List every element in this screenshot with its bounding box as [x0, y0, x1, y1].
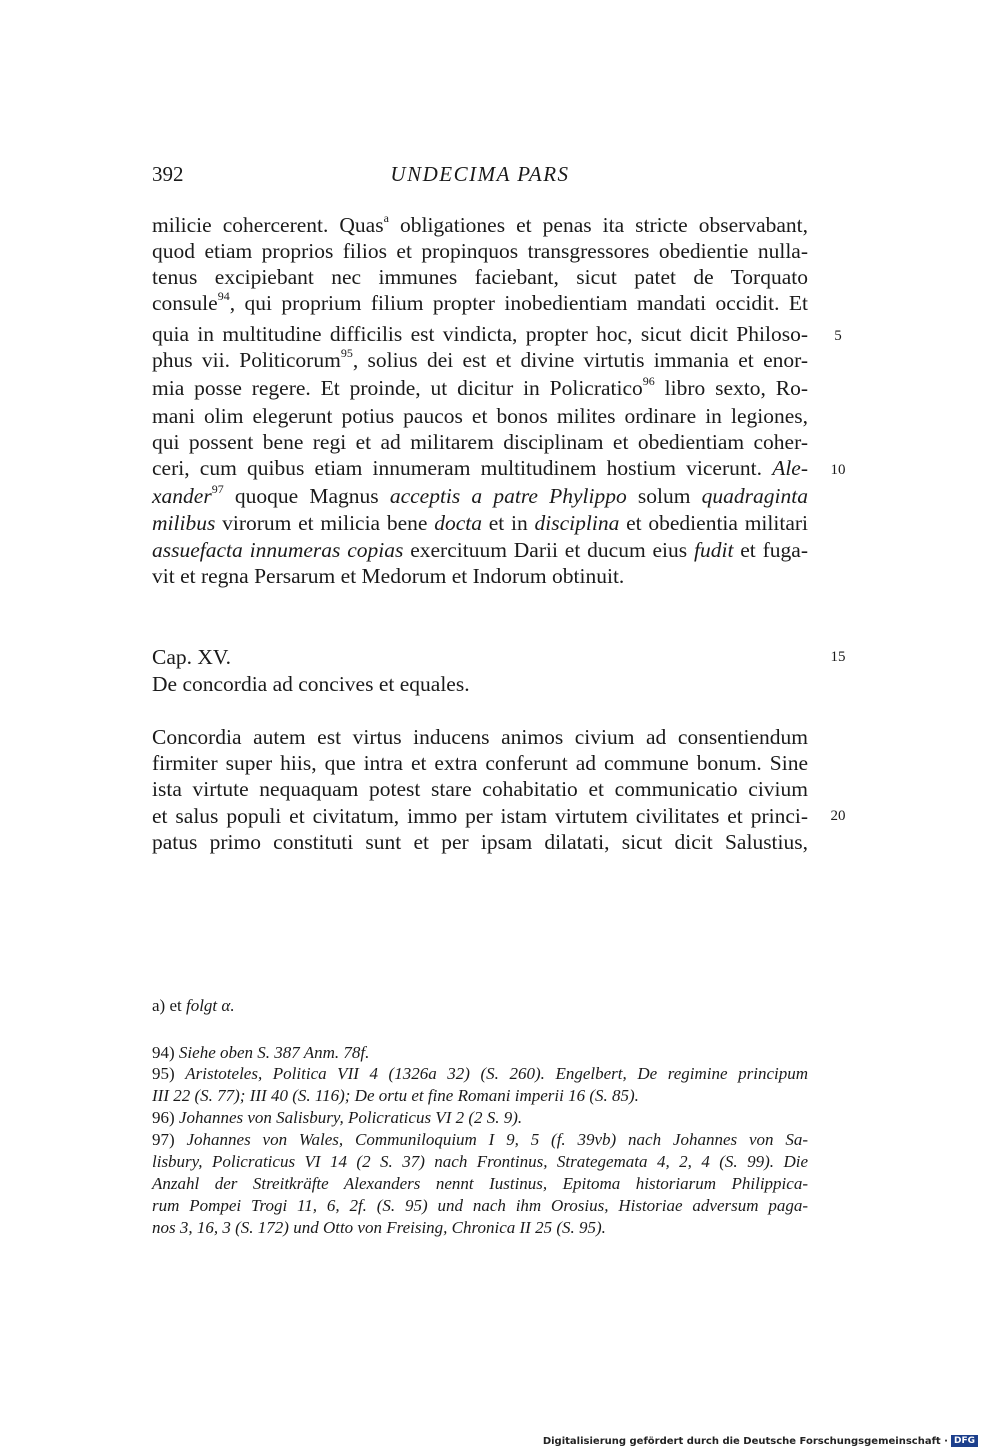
text-line: ceri, cum quibus etiam innumeram multitudinem hostium vicerunt. Ale-	[152, 456, 808, 480]
text-line: assuefacta innumeras copias exercituum Darii et ducum eius fudit et fuga-	[152, 538, 808, 562]
line-number: 20	[830, 808, 846, 824]
page-number: 392	[152, 162, 184, 186]
text-line: quod etiam proprios filios et propinquos transgressores obedientie nulla-	[152, 239, 808, 263]
footnote-96: 96) Johannes von Salisbury, Policraticus VI 2 (2 S. 9).	[152, 1108, 523, 1127]
text-line: qui possent bene regi et ad militarem disciplinam et obedientiam coher-	[152, 430, 808, 454]
footnote-97-cont: nos 3, 16, 3 (S. 172) und Otto von Freising, Chronica II 25 (S. 95).	[152, 1218, 606, 1237]
text-line: ista virtute nequaquam potest stare cohabitatio et communicatio civium	[152, 777, 808, 801]
running-title: UNDECIMA PARS	[390, 162, 570, 186]
text-line: patus primo constituti sunt et per ipsam dilatati, sicut dicit Salustius,	[152, 830, 808, 854]
footnote-97-cont: Anzahl der Streitkräfte Alexanders nennt Iustinus, Epitoma historiarum Philippica-	[152, 1174, 808, 1193]
text-line: milicie cohercerent. Quas$^a$ obligationes et penas ita stricte observabant,	[152, 210, 808, 237]
apparatus-note: a) et folgt α.	[152, 996, 235, 1015]
text-line: mani olim elegerunt potius paucos et bonos milites ordinare in legiones,	[152, 404, 808, 428]
footnote-97: 97) Johannes von Wales, Communiloquium I 9, 5 (f. 39vb) nach Johannes von Sa-	[152, 1130, 808, 1149]
text-line: vit et regna Persarum et Medorum et Indorum obtinuit.	[152, 564, 625, 588]
footnote-97-cont: rum Pompei Trogi 11, 6, 2f. (S. 95) und nach ihm Orosius, Historiae adversum paga-	[152, 1196, 808, 1215]
footnote-94: 94) Siehe oben S. 387 Anm. 78f.	[152, 1043, 370, 1062]
text-line: quia in multitudine difficilis est vindicta, propter hoc, sicut dicit Philoso-	[152, 322, 808, 346]
text-line: consule$^{94}$, qui proprium filium propter inobedientiam mandati occidit. Et	[152, 288, 808, 315]
credit-text: Digitalisierung gefördert durch die Deutsche Forschungsgemeinschaft ·	[542, 1435, 948, 1447]
footnote-95-cont: III 22 (S. 77); III 40 (S. 116); De ortu et fine Romani imperii 16 (S. 85).	[152, 1086, 639, 1105]
line-number: 10	[830, 462, 846, 478]
digitization-credit	[543, 1435, 978, 1447]
text-line: Concordia autem est virtus inducens animos civium ad consentiendum	[152, 725, 808, 749]
line-number: 15	[830, 649, 846, 665]
text-line: mia posse regere. Et proinde, ut dicitur in Policratico$^{96}$ libro sexto, Ro-	[152, 373, 808, 400]
line-number: 5	[834, 328, 842, 344]
footnote-97-cont: lisbury, Policraticus VI 14 (2 S. 37) nach Frontinus, Strategemata 4, 2, 4 (S. 99). Die	[152, 1152, 808, 1171]
footnote-95: 95) Aristoteles, Politica VII 4 (1326a 32) (S. 260). Engelbert, De regimine principum	[152, 1064, 808, 1083]
chapter-title: De concordia ad concives et equales.	[152, 672, 470, 696]
text-line: milibus virorum et milicia bene docta et in disciplina et obedientia militari	[152, 511, 808, 535]
page-header	[152, 162, 808, 192]
text-line: xander$^{97}$ quoque Magnus acceptis a patre Phylippo solum quadraginta	[152, 481, 808, 508]
text-line: phus vii. Politicorum$^{95}$, solius dei est et divine virtutis immania et enor-	[152, 345, 809, 372]
chapter-number: Cap. XV.	[152, 645, 232, 669]
text-line: tenus excipiebant nec immunes faciebant, sicut patet de Torquato	[152, 265, 808, 289]
dfg-logo: DFG	[951, 1435, 978, 1447]
text-line: et salus populi et civitatum, immo per istam virtutem civilitates et princi-	[152, 804, 808, 828]
text-line: firmiter super hiis, que intra et extra conferunt ad commune bonum. Sine	[152, 751, 808, 775]
